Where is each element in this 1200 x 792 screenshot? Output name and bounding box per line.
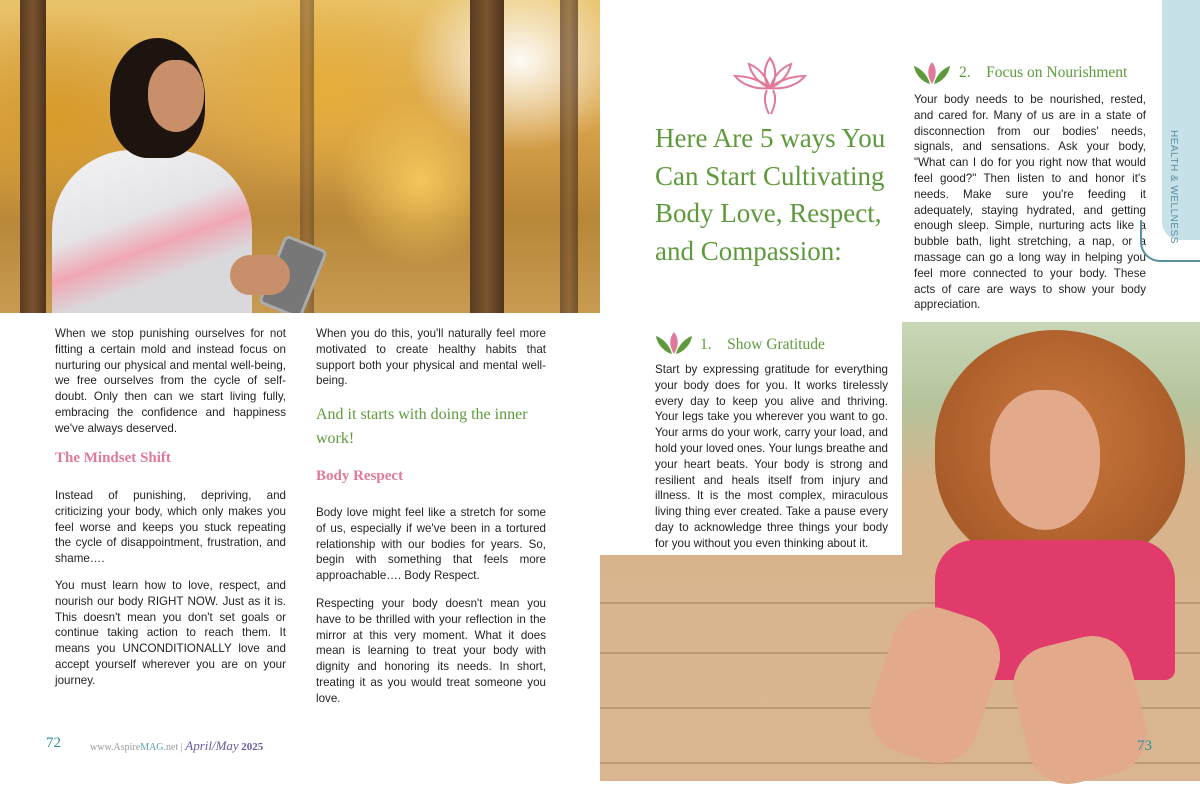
footer-month: April/May (185, 738, 239, 753)
leaf-lotus-icon (912, 60, 952, 86)
col2-intro-paragraph: When you do this, you'll naturally feel more motivated to create healthy habits that support both your physical and mental well-being. (316, 327, 546, 388)
footer-site-mag: MAG (140, 742, 164, 753)
step-2-text: Your body needs to be nourished, rested, and cared for. Many of us are in a state of disconnection from our bodies' needs, signals, and sensations. Ask your body, "What can I do for you right now that would feel good?" Then listen to and honor it's needs. Make sure you're feeding it adequately, staying hydrated, and getting enough sleep. Simple, nurturing acts like a bubble bath, light stretching, a nap, or a massage can go a long way in helping you feel more connected to your body. These acts of care are ways to show your body appreciation. (914, 93, 1146, 312)
step-2-title: 2. Focus on Nourishment (959, 64, 1128, 81)
inner-work-quote: And it starts with doing the inner work! (316, 406, 528, 447)
footer-year: 2025 (241, 741, 264, 753)
mindset-heading: The Mindset Shift (55, 450, 171, 466)
page-number-left: 72 (46, 735, 61, 751)
photo-woman-with-tablet (0, 0, 600, 313)
footer-site-prefix: www.Aspire (90, 742, 141, 753)
leaf-lotus-icon (654, 330, 694, 356)
respect-paragraph-1: Body love might feel like a stretch for some of us, especially if we've been in a tortured relationship with our bodies for years. So, begin with something that feels more approachable…. Body Respect. (316, 506, 546, 583)
footer-divider: | (180, 742, 183, 753)
footer-site-info (90, 738, 263, 754)
article-title: Here Are 5 ways You Can Start Cultivating Body Love, Respect, and Compassion: (655, 123, 886, 266)
step-1-text: Start by expressing gratitude for everything your body does for you. It works tirelessly every day to keep you alive and thriving. Your legs take you wherever you want to go. Your arms do your work, carry your load, and hold your loved ones. Your lungs breathe and your heart beats. Your body is strong and resilient and heals itself from injury and illness. It is the most complex, miraculous living thing ever created. Take a pause every day to acknowledge three things your body for you without you even thinking about it. (655, 363, 888, 550)
step-1-title: 1. Show Gratitude (700, 336, 825, 353)
mindset-paragraph-1: Instead of punishing, depriving, and criticizing your body, which only makes you feel worse and keeps you stuck repeating the cycle of disappointment, frustration, and shame…. (55, 489, 286, 566)
footer-site-suffix: .net (163, 742, 179, 753)
page-number-right: 73 (1137, 738, 1152, 754)
mindset-paragraph-2: You must learn how to love, respect, and nourish our body RIGHT NOW. Just as it is. This doesn't mean you don't set goals or continue taking action to reach them. It means you UNCONDITIONALLY love and accept yourself wherever you are on your journey. (55, 579, 286, 687)
respect-paragraph-2: Respecting your body doesn't mean you have to be thrilled with your reflection in the mirror at this very moment. What it does mean is learning to treat your body with dignity and honoring its needs. In short, treating it as you would treat someone you love. (316, 597, 546, 705)
lotus-icon (733, 54, 807, 116)
section-tab-label: HEALTH & WELLNESS (1168, 130, 1179, 244)
intro-paragraph: When we stop punishing ourselves for not fitting a certain mold and instead focus on nurturing our physical and mental well-being, we free ourselves from the cycle of self-doubt. Only then can we start living fully, embracing the confidence and happiness we've always deserved. (55, 327, 286, 435)
body-respect-heading: Body Respect (316, 468, 404, 484)
